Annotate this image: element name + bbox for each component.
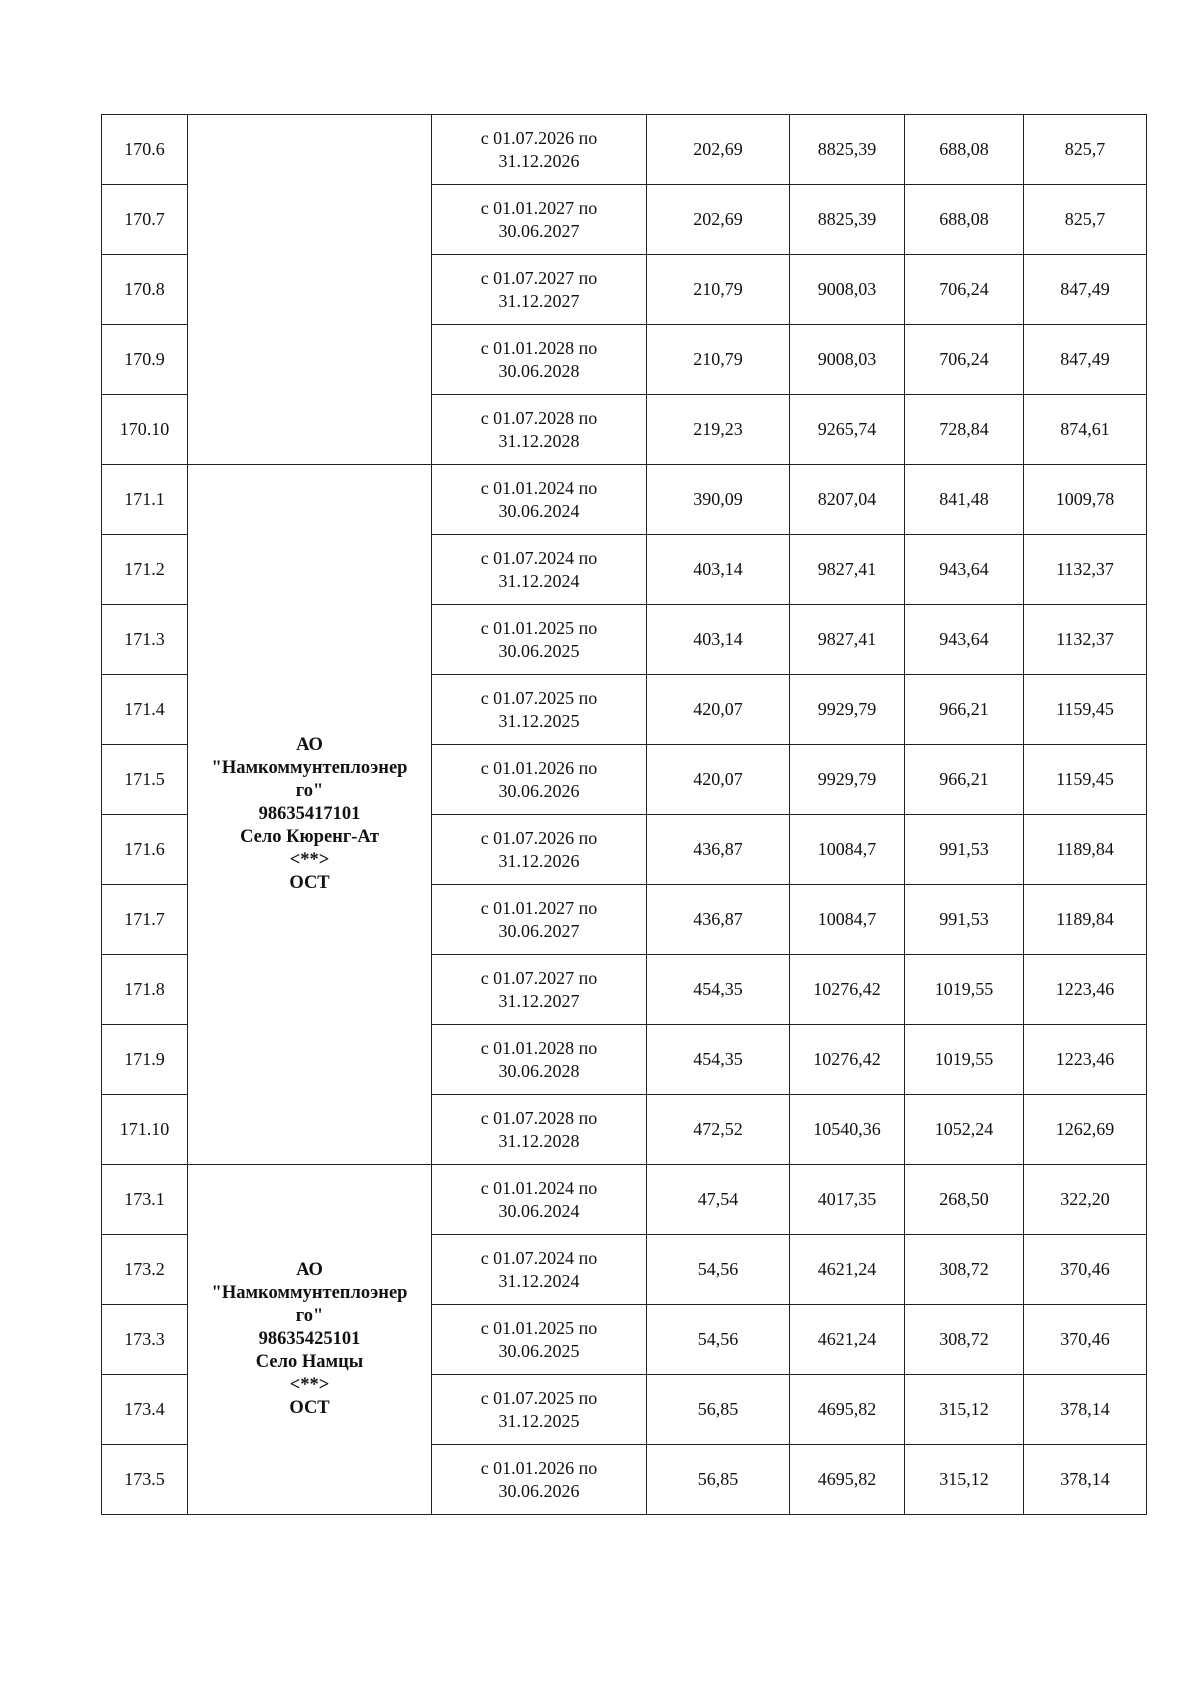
value-cell-3: 991,53 <box>905 885 1024 955</box>
value-cell-2: 8207,04 <box>790 465 905 535</box>
period-start: с 01.07.2025 по <box>480 687 598 708</box>
value-cell-2: 10084,7 <box>790 885 905 955</box>
organization-type: ОСТ <box>289 1398 330 1418</box>
period-end: 31.12.2026 <box>498 850 580 871</box>
period-cell <box>432 1235 647 1305</box>
period-cell <box>432 815 647 885</box>
value-cell-4: 322,20 <box>1024 1165 1147 1235</box>
value-cell-4: 378,14 <box>1024 1445 1147 1515</box>
value-cell-3: 943,64 <box>905 605 1024 675</box>
organization-line2: "Намкоммунтеплоэнер <box>211 1283 408 1303</box>
value-cell-2: 9827,41 <box>790 535 905 605</box>
period-end: 30.06.2028 <box>498 360 580 381</box>
value-cell-3: 308,72 <box>905 1305 1024 1375</box>
period-end: 31.12.2024 <box>498 1270 580 1291</box>
period-cell <box>432 1305 647 1375</box>
period-end: 30.06.2027 <box>498 920 580 941</box>
value-cell-1: 454,35 <box>647 955 790 1025</box>
value-cell-1: 454,35 <box>647 1025 790 1095</box>
value-cell-2: 10540,36 <box>790 1095 905 1165</box>
value-cell-2: 10276,42 <box>790 1025 905 1095</box>
row-number-cell: 173.4 <box>102 1375 188 1445</box>
period-start: с 01.07.2026 по <box>480 827 598 848</box>
organization-code: 98635417101 <box>258 804 361 824</box>
value-cell-3: 991,53 <box>905 815 1024 885</box>
value-cell-1: 56,85 <box>647 1375 790 1445</box>
value-cell-3: 688,08 <box>905 185 1024 255</box>
value-cell-1: 390,09 <box>647 465 790 535</box>
period-end: 30.06.2028 <box>498 1060 580 1081</box>
period-start: с 01.01.2026 по <box>480 757 598 778</box>
value-cell-3: 966,21 <box>905 745 1024 815</box>
period-start: с 01.07.2027 по <box>480 267 598 288</box>
organization-mark: <**> <box>289 1375 330 1395</box>
value-cell-3: 1052,24 <box>905 1095 1024 1165</box>
row-number-cell: 170.7 <box>102 185 188 255</box>
row-number-cell: 170.10 <box>102 395 188 465</box>
value-cell-3: 706,24 <box>905 325 1024 395</box>
value-cell-3: 315,12 <box>905 1445 1024 1515</box>
organization-mark: <**> <box>289 850 330 870</box>
organization-place: Село Намцы <box>255 1352 364 1372</box>
period-cell <box>432 675 647 745</box>
row-number-cell: 171.2 <box>102 535 188 605</box>
period-cell <box>432 1165 647 1235</box>
value-cell-2: 4695,82 <box>790 1445 905 1515</box>
period-end: 30.06.2026 <box>498 780 580 801</box>
period-start: с 01.01.2024 по <box>480 1177 598 1198</box>
period-cell <box>432 885 647 955</box>
row-number-cell: 173.2 <box>102 1235 188 1305</box>
value-cell-4: 825,7 <box>1024 115 1147 185</box>
period-start: с 01.01.2028 по <box>480 1037 598 1058</box>
value-cell-1: 210,79 <box>647 325 790 395</box>
value-cell-1: 56,85 <box>647 1445 790 1515</box>
period-cell <box>432 1095 647 1165</box>
organization-line3: го" <box>295 781 324 801</box>
tariff-table <box>101 114 1147 1515</box>
period-start: с 01.07.2024 по <box>480 1247 598 1268</box>
organization-type: ОСТ <box>289 873 330 893</box>
tariff-table-body <box>102 115 1147 1515</box>
period-end: 31.12.2028 <box>498 430 580 451</box>
value-cell-4: 1189,84 <box>1024 815 1147 885</box>
value-cell-2: 9008,03 <box>790 255 905 325</box>
value-cell-4: 1132,37 <box>1024 605 1147 675</box>
period-cell <box>432 185 647 255</box>
value-cell-4: 1132,37 <box>1024 535 1147 605</box>
value-cell-4: 847,49 <box>1024 255 1147 325</box>
period-cell <box>432 465 647 535</box>
value-cell-4: 378,14 <box>1024 1375 1147 1445</box>
organization-line2: "Намкоммунтеплоэнер <box>211 758 408 778</box>
value-cell-4: 1189,84 <box>1024 885 1147 955</box>
period-start: с 01.01.2024 по <box>480 477 598 498</box>
value-cell-2: 9265,74 <box>790 395 905 465</box>
period-start: с 01.01.2025 по <box>480 617 598 638</box>
value-cell-3: 943,64 <box>905 535 1024 605</box>
value-cell-1: 420,07 <box>647 675 790 745</box>
period-start: с 01.07.2027 по <box>480 967 598 988</box>
row-number-cell: 171.4 <box>102 675 188 745</box>
period-end: 31.12.2027 <box>498 290 580 311</box>
period-end: 30.06.2025 <box>498 640 580 661</box>
row-number-cell: 170.8 <box>102 255 188 325</box>
organization-line1: АО <box>296 735 323 755</box>
row-number-cell: 173.1 <box>102 1165 188 1235</box>
period-start: с 01.07.2028 по <box>480 1107 598 1128</box>
period-cell <box>432 535 647 605</box>
value-cell-3: 308,72 <box>905 1235 1024 1305</box>
period-end: 31.12.2026 <box>498 150 580 171</box>
period-end: 31.12.2024 <box>498 570 580 591</box>
period-cell <box>432 1445 647 1515</box>
value-cell-3: 315,12 <box>905 1375 1024 1445</box>
period-cell <box>432 325 647 395</box>
value-cell-2: 9929,79 <box>790 745 905 815</box>
value-cell-3: 728,84 <box>905 395 1024 465</box>
row-number-cell: 171.10 <box>102 1095 188 1165</box>
period-cell <box>432 255 647 325</box>
row-number-cell: 171.1 <box>102 465 188 535</box>
period-end: 31.12.2027 <box>498 990 580 1011</box>
period-end: 30.06.2024 <box>498 1200 580 1221</box>
period-start: с 01.07.2024 по <box>480 547 598 568</box>
row-number-cell: 171.9 <box>102 1025 188 1095</box>
value-cell-2: 9929,79 <box>790 675 905 745</box>
period-end: 31.12.2025 <box>498 1410 580 1431</box>
value-cell-4: 370,46 <box>1024 1305 1147 1375</box>
period-start: с 01.07.2028 по <box>480 407 598 428</box>
row-number-cell: 171.6 <box>102 815 188 885</box>
value-cell-4: 847,49 <box>1024 325 1147 395</box>
value-cell-4: 825,7 <box>1024 185 1147 255</box>
value-cell-2: 4621,24 <box>790 1305 905 1375</box>
period-start: с 01.01.2026 по <box>480 1457 598 1478</box>
value-cell-4: 1009,78 <box>1024 465 1147 535</box>
organization-code: 98635425101 <box>258 1329 361 1349</box>
value-cell-3: 841,48 <box>905 465 1024 535</box>
period-start: с 01.01.2027 по <box>480 897 598 918</box>
period-end: 30.06.2026 <box>498 1480 580 1501</box>
row-number-cell: 170.6 <box>102 115 188 185</box>
value-cell-4: 1223,46 <box>1024 955 1147 1025</box>
period-cell <box>432 605 647 675</box>
period-end: 30.06.2027 <box>498 220 580 241</box>
period-cell <box>432 1375 647 1445</box>
organization-line3: го" <box>295 1306 324 1326</box>
value-cell-2: 9827,41 <box>790 605 905 675</box>
row-number-cell: 171.5 <box>102 745 188 815</box>
value-cell-1: 403,14 <box>647 605 790 675</box>
value-cell-4: 1159,45 <box>1024 745 1147 815</box>
row-number-cell: 171.3 <box>102 605 188 675</box>
value-cell-1: 54,56 <box>647 1235 790 1305</box>
value-cell-3: 268,50 <box>905 1165 1024 1235</box>
value-cell-1: 420,07 <box>647 745 790 815</box>
value-cell-2: 4695,82 <box>790 1375 905 1445</box>
table-row <box>102 115 1147 185</box>
value-cell-1: 219,23 <box>647 395 790 465</box>
row-number-cell: 173.5 <box>102 1445 188 1515</box>
period-cell <box>432 1025 647 1095</box>
value-cell-2: 9008,03 <box>790 325 905 395</box>
period-end: 31.12.2028 <box>498 1130 580 1151</box>
value-cell-1: 47,54 <box>647 1165 790 1235</box>
value-cell-2: 10084,7 <box>790 815 905 885</box>
period-cell <box>432 745 647 815</box>
value-cell-2: 8825,39 <box>790 185 905 255</box>
value-cell-1: 54,56 <box>647 1305 790 1375</box>
period-end: 30.06.2024 <box>498 500 580 521</box>
value-cell-3: 706,24 <box>905 255 1024 325</box>
value-cell-2: 4621,24 <box>790 1235 905 1305</box>
organization-place: Село Кюренг-Ат <box>240 827 379 847</box>
organization-cell <box>188 115 432 465</box>
value-cell-4: 874,61 <box>1024 395 1147 465</box>
organization-line1: АО <box>296 1260 323 1280</box>
value-cell-3: 688,08 <box>905 115 1024 185</box>
row-number-cell: 171.7 <box>102 885 188 955</box>
period-start: с 01.01.2028 по <box>480 337 598 358</box>
period-end: 30.06.2025 <box>498 1340 580 1361</box>
value-cell-3: 966,21 <box>905 675 1024 745</box>
organization-cell <box>188 465 432 1165</box>
period-start: с 01.01.2027 по <box>480 197 598 218</box>
table-row <box>102 465 1147 535</box>
value-cell-1: 202,69 <box>647 115 790 185</box>
value-cell-1: 210,79 <box>647 255 790 325</box>
period-start: с 01.07.2025 по <box>480 1387 598 1408</box>
value-cell-1: 202,69 <box>647 185 790 255</box>
period-start: с 01.01.2025 по <box>480 1317 598 1338</box>
value-cell-1: 436,87 <box>647 815 790 885</box>
value-cell-1: 436,87 <box>647 885 790 955</box>
row-number-cell: 173.3 <box>102 1305 188 1375</box>
organization-cell <box>188 1165 432 1515</box>
value-cell-2: 10276,42 <box>790 955 905 1025</box>
period-cell <box>432 115 647 185</box>
period-end: 31.12.2025 <box>498 710 580 731</box>
value-cell-4: 370,46 <box>1024 1235 1147 1305</box>
value-cell-4: 1262,69 <box>1024 1095 1147 1165</box>
value-cell-2: 4017,35 <box>790 1165 905 1235</box>
row-number-cell: 171.8 <box>102 955 188 1025</box>
value-cell-4: 1159,45 <box>1024 675 1147 745</box>
period-start: с 01.07.2026 по <box>480 127 598 148</box>
value-cell-1: 472,52 <box>647 1095 790 1165</box>
period-cell <box>432 955 647 1025</box>
row-number-cell: 170.9 <box>102 325 188 395</box>
table-row <box>102 1165 1147 1235</box>
period-cell <box>432 395 647 465</box>
value-cell-1: 403,14 <box>647 535 790 605</box>
value-cell-3: 1019,55 <box>905 955 1024 1025</box>
value-cell-4: 1223,46 <box>1024 1025 1147 1095</box>
value-cell-2: 8825,39 <box>790 115 905 185</box>
value-cell-3: 1019,55 <box>905 1025 1024 1095</box>
